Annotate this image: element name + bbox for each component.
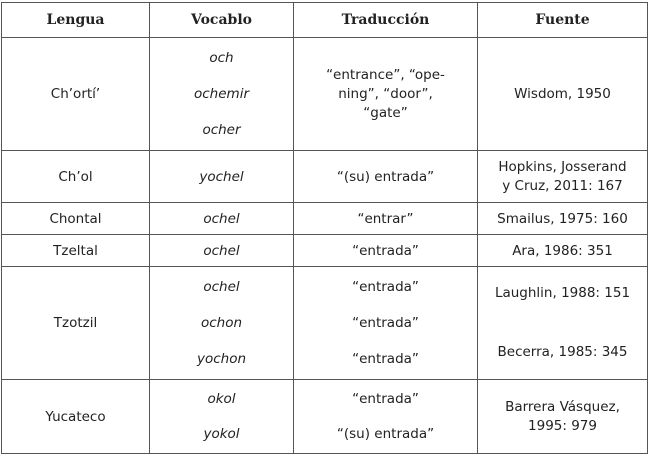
cell-vocablo (150, 38, 294, 151)
table-row-chol (2, 151, 648, 203)
cell-lengua: Tzotzil (2, 267, 150, 380)
vocablo-item: ochel (203, 278, 240, 295)
vocablo-item: ochon (200, 314, 243, 331)
cell-traduccion (294, 38, 478, 151)
cell-lengua: Ch’ol (2, 151, 150, 203)
cell-lengua: Ch’ortí’ (2, 38, 150, 151)
header-row (2, 3, 648, 38)
cell-fuente (478, 380, 648, 454)
vocablo-stack (156, 382, 287, 452)
header-fuente: Fuente (478, 3, 648, 38)
vocablo-stack (156, 269, 287, 377)
vocablo-item: yochon (196, 350, 247, 367)
traduccion-item: “entrada” (352, 314, 419, 331)
traduccion-stack (300, 382, 471, 452)
traduccion-item: “entrada” (352, 278, 419, 295)
traduccion-line: “entrance”, “ope- (326, 66, 445, 83)
cell-vocablo (150, 380, 294, 454)
vocablo-item: okol (207, 390, 236, 407)
table-row-chorti (2, 38, 648, 151)
header-lengua: Lengua (2, 3, 150, 38)
cell-traduccion: “entrada” (294, 235, 478, 267)
cell-lengua: Chontal (2, 203, 150, 235)
vocabulary-table-container (1, 2, 648, 454)
vocablo-item: och (209, 49, 234, 66)
header-vocablo: Vocablo (150, 3, 294, 38)
cell-traduccion: “entrar” (294, 203, 478, 235)
table-row-yucateco (2, 380, 648, 454)
fuente-line: y Cruz, 2011: 167 (502, 177, 623, 194)
cell-lengua: Tzeltal (2, 235, 150, 267)
vocablo-stack (156, 40, 287, 148)
cell-vocablo (150, 267, 294, 380)
table-row-chontal (2, 203, 648, 235)
cell-fuente (478, 38, 648, 151)
table-row-tzeltal (2, 235, 648, 267)
vocablo-item: ochemir (194, 85, 249, 102)
fuente-stack (484, 284, 641, 362)
fuente-line: Barrera Vásquez, (505, 398, 620, 415)
cell-lengua: Yucateco (2, 380, 150, 454)
fuente-item: Laughlin, 1988: 151 (494, 285, 631, 301)
table-row-tzotzil (2, 267, 648, 380)
traduccion-item: “entrada” (352, 390, 419, 407)
cell-traduccion: “(su) entrada” (294, 151, 478, 203)
header-traduccion: Traducción (294, 3, 478, 38)
vocablo-item: ocher (202, 121, 241, 138)
traduccion-line: “gate” (363, 104, 408, 121)
traduccion-line: ning”, “door”, (338, 85, 433, 102)
traduccion-item: “entrada” (352, 350, 419, 367)
cell-traduccion (294, 380, 478, 454)
traduccion-stack (300, 269, 471, 377)
cell-fuente: Ara, 1986: 351 (478, 235, 648, 267)
traduccion-item: “(su) entrada” (336, 425, 435, 442)
cell-vocablo: ochel (150, 203, 294, 235)
fuente-line: Hopkins, Josserand (498, 158, 627, 175)
cell-vocablo: ochel (150, 235, 294, 267)
fuente-line: Wisdom, 1950 (514, 85, 611, 102)
cell-fuente: Smailus, 1975: 160 (478, 203, 648, 235)
fuente-line: 1995: 979 (528, 417, 597, 434)
cell-traduccion (294, 267, 478, 380)
cell-vocablo: yochel (150, 151, 294, 203)
cell-fuente (478, 151, 648, 203)
fuente-item: Becerra, 1985: 345 (497, 344, 628, 360)
vocabulary-table (1, 2, 648, 454)
cell-fuente (478, 267, 648, 380)
vocablo-item: yokol (203, 425, 240, 442)
